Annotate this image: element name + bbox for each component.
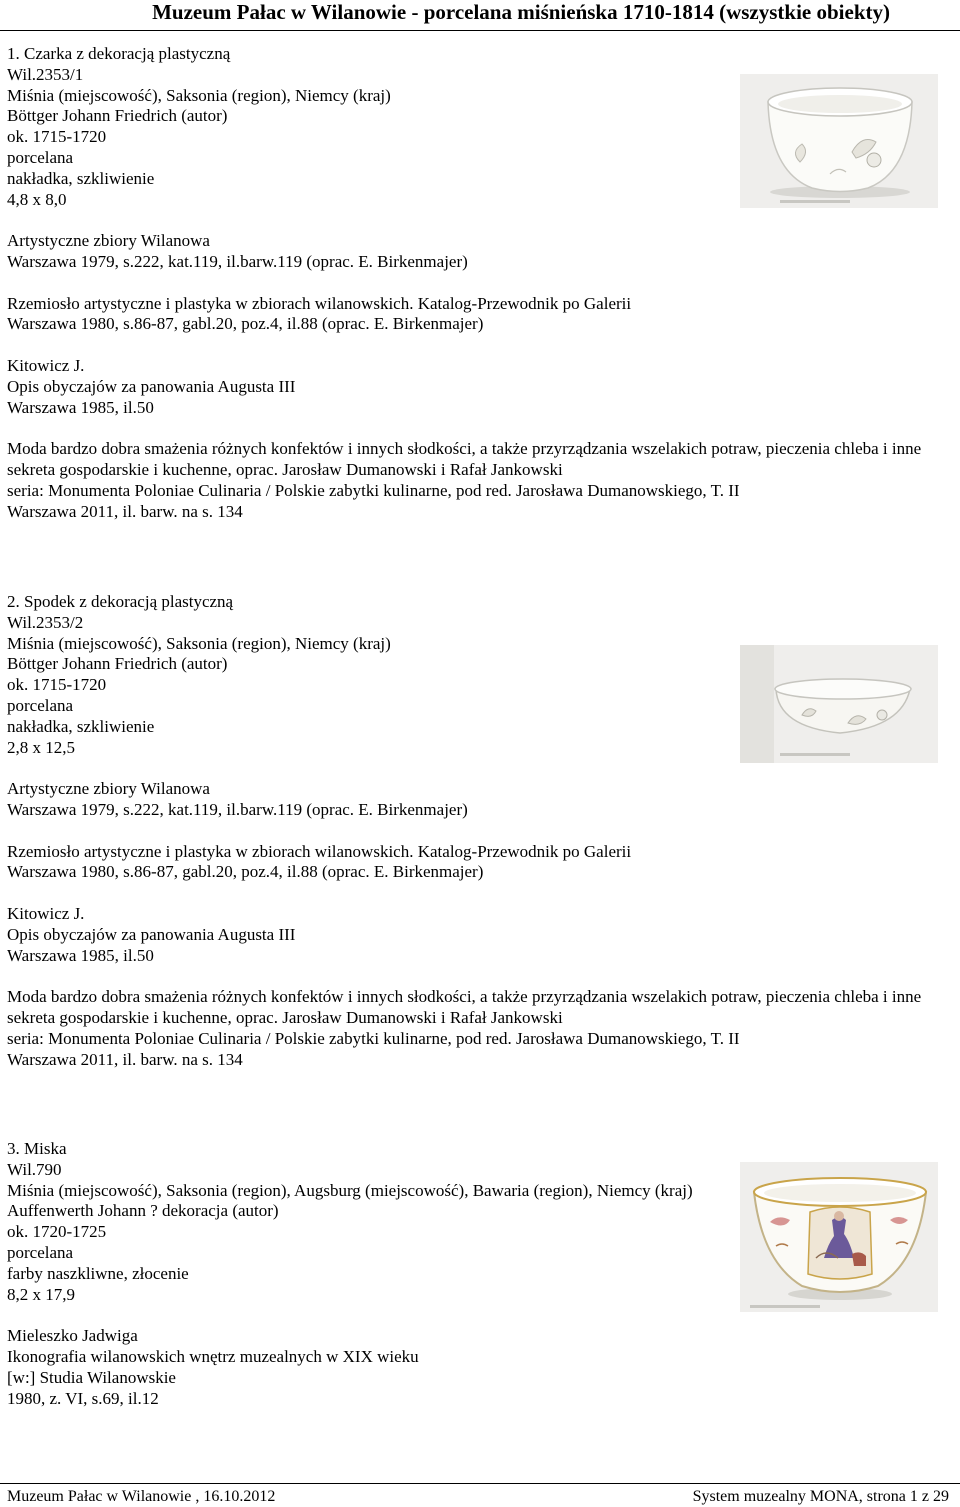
reference-line: Opis obyczajów za panowania Augusta III [7, 376, 296, 396]
reference-line: 1980, z. VI, s.69, il.12 [7, 1388, 159, 1408]
reference-line: Kitowicz J. [7, 903, 85, 923]
reference-line: Warszawa 1979, s.222, kat.119, il.barw.119 (oprac. E. Birkenmajer) [7, 251, 468, 271]
material: porcelana [7, 147, 74, 167]
page-footer [0, 1483, 960, 1505]
reference-line: Rzemiosło artystyczne i plastyka w zbiorach wilanowskich. Katalog-Przewodnik po Galerii [7, 841, 632, 861]
reference-line: Artystyczne zbiory Wilanowa [7, 779, 210, 799]
header-divider [0, 30, 960, 31]
reference-line: Moda bardzo dobra smażenia różnych konfektów i innych słodkości, a także przyrządzania wszelakich potraw, pieczenia chleba i inne sekreta gospodarskie i kuchenne, oprac. Jarosław Dumanowski i Rafał Jankowski [7, 439, 922, 479]
reference-line: seria: Monumenta Poloniae Culinaria / Polskie zabytki kulinarne, pod red. Jarosława Dumanowskiego, T. II [7, 480, 740, 500]
entry-title: 1. Czarka z dekoracją plastyczną [7, 44, 231, 63]
page-header: Muzeum Pałac w Wilanowie - porcelana miśnieńska 1710-1814 (wszystkie obiekty) [152, 0, 890, 24]
reference-line: Warszawa 1979, s.222, kat.119, il.barw.119 (oprac. E. Birkenmajer) [7, 799, 468, 819]
entry-title: 3. Miska [7, 1139, 67, 1158]
object-photo-saucer [740, 645, 938, 763]
reference-line: Warszawa 1980, s.86-87, gabl.20, poz.4, il.88 (oprac. E. Birkenmajer) [7, 314, 484, 334]
author: Böttger Johann Friedrich (autor) [7, 106, 228, 126]
date: ok. 1720-1725 [7, 1222, 107, 1242]
reference-line: Artystyczne zbiory Wilanowa [7, 231, 210, 251]
date: ok. 1715-1720 [7, 675, 107, 695]
inventory-number: Wil.2353/2 [7, 612, 84, 632]
place-of-origin: Miśnia (miejscowość), Saksonia (region), Augsburg (miejscowość), Bawaria (region), Niemcy (kraj) [7, 1180, 693, 1200]
reference-line: Warszawa 2011, il. barw. na s. 134 [7, 501, 243, 521]
technique: nakładka, szkliwienie [7, 716, 155, 736]
reference-line: Mieleszko Jadwiga [7, 1326, 138, 1346]
technique: nakładka, szkliwienie [7, 168, 155, 188]
reference-line: Moda bardzo dobra smażenia różnych konfektów i innych słodkości, a także przyrządzania wszelakich potraw, pieczenia chleba i inne sekreta gospodarskie i kuchenne, oprac. Jarosław Dumanowski i Rafał Jankowski [7, 987, 922, 1027]
place-of-origin: Miśnia (miejscowość), Saksonia (region), Niemcy (kraj) [7, 633, 391, 653]
material: porcelana [7, 1242, 74, 1262]
dimensions: 2,8 x 12,5 [7, 737, 75, 757]
reference-line: Opis obyczajów za panowania Augusta III [7, 924, 296, 944]
technique: farby naszkliwne, złocenie [7, 1263, 189, 1283]
reference-line: Warszawa 2011, il. barw. na s. 134 [7, 1049, 243, 1069]
dimensions: 8,2 x 17,9 [7, 1284, 75, 1304]
author: Auffenwerth Johann ? dekoracja (autor) [7, 1201, 279, 1221]
author: Böttger Johann Friedrich (autor) [7, 654, 228, 674]
reference-line: Ikonografia wilanowskich wnętrz muzealnych w XIX wieku [7, 1346, 419, 1366]
entry-title: 2. Spodek z dekoracją plastyczną [7, 592, 234, 611]
date: ok. 1715-1720 [7, 127, 107, 147]
place-of-origin: Miśnia (miejscowość), Saksonia (region), Niemcy (kraj) [7, 85, 391, 105]
reference-line: Warszawa 1985, il.50 [7, 397, 154, 417]
reference-line: Warszawa 1980, s.86-87, gabl.20, poz.4, il.88 (oprac. E. Birkenmajer) [7, 862, 484, 882]
object-photo-cup [740, 74, 938, 208]
inventory-number: Wil.2353/1 [7, 64, 84, 84]
reference-line: Rzemiosło artystyczne i plastyka w zbiorach wilanowskich. Katalog-Przewodnik po Galerii [7, 293, 632, 313]
reference-line: seria: Monumenta Poloniae Culinaria / Polskie zabytki kulinarne, pod red. Jarosława Dumanowskiego, T. II [7, 1028, 740, 1048]
material: porcelana [7, 695, 74, 715]
reference-line: Warszawa 1985, il.50 [7, 945, 154, 965]
reference-line: Kitowicz J. [7, 355, 85, 375]
object-photo-bowl [740, 1162, 938, 1312]
dimensions: 4,8 x 8,0 [7, 189, 67, 209]
footer-institution-date: Muzeum Pałac w Wilanowie , 16.10.2012 [7, 1488, 276, 1505]
footer-page-number: System muzealny MONA, strona 1 z 29 [692, 1488, 949, 1505]
inventory-number: Wil.790 [7, 1159, 62, 1179]
reference-line: [w:] Studia Wilanowskie [7, 1367, 176, 1387]
